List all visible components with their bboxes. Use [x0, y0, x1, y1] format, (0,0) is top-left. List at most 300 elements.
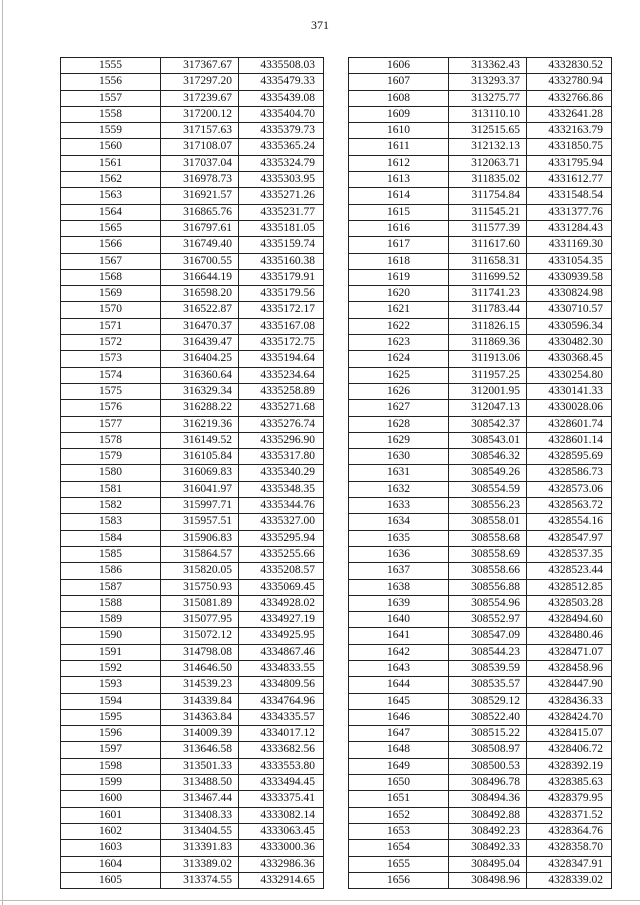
point-number-cell: 1639	[349, 595, 449, 611]
y-coordinate-cell: 4335181.05	[239, 220, 324, 236]
y-coordinate-cell: 4333082.14	[239, 807, 324, 823]
x-coordinate-cell: 308543.01	[449, 432, 527, 448]
table-row	[349, 58, 612, 74]
table-row	[61, 269, 324, 285]
table-row	[61, 172, 324, 188]
x-coordinate-cell: 313389.02	[161, 856, 239, 872]
y-coordinate-cell: 4335160.38	[239, 253, 324, 269]
table-row	[61, 302, 324, 318]
x-coordinate-cell: 315997.71	[161, 498, 239, 514]
y-coordinate-cell: 4331795.94	[527, 155, 612, 171]
x-coordinate-cell: 314339.84	[161, 693, 239, 709]
x-coordinate-cell: 308554.96	[449, 595, 527, 611]
table-row	[349, 840, 612, 856]
x-coordinate-cell: 317037.04	[161, 155, 239, 171]
x-coordinate-cell: 308556.23	[449, 498, 527, 514]
x-coordinate-cell: 308495.04	[449, 856, 527, 872]
page-edge-left	[2, 0, 3, 905]
y-coordinate-cell: 4334928.02	[239, 595, 324, 611]
x-coordinate-cell: 315072.12	[161, 628, 239, 644]
table-row	[61, 481, 324, 497]
point-number-cell: 1617	[349, 237, 449, 253]
table-row	[61, 335, 324, 351]
y-coordinate-cell: 4330482.30	[527, 335, 612, 351]
table-row	[61, 823, 324, 839]
table-row	[61, 204, 324, 220]
x-coordinate-cell: 308544.23	[449, 644, 527, 660]
point-number-cell: 1598	[61, 758, 161, 774]
x-coordinate-cell: 314798.08	[161, 644, 239, 660]
x-coordinate-cell: 314363.84	[161, 709, 239, 725]
point-number-cell: 1623	[349, 335, 449, 351]
x-coordinate-cell: 308554.59	[449, 481, 527, 497]
y-coordinate-cell: 4334809.56	[239, 677, 324, 693]
y-coordinate-cell: 4334925.95	[239, 628, 324, 644]
table-row	[349, 253, 612, 269]
y-coordinate-cell: 4335172.17	[239, 302, 324, 318]
y-coordinate-cell: 4328364.76	[527, 823, 612, 839]
y-coordinate-cell: 4335404.70	[239, 106, 324, 122]
table-row	[349, 204, 612, 220]
y-coordinate-cell: 4328601.74	[527, 416, 612, 432]
x-coordinate-cell: 316288.22	[161, 400, 239, 416]
table-row	[349, 595, 612, 611]
table-row	[349, 318, 612, 334]
y-coordinate-cell: 4330710.57	[527, 302, 612, 318]
x-coordinate-cell: 315820.05	[161, 563, 239, 579]
point-number-cell: 1621	[349, 302, 449, 318]
table-row	[61, 123, 324, 139]
y-coordinate-cell: 4334335.57	[239, 709, 324, 725]
y-coordinate-cell: 4334017.12	[239, 726, 324, 742]
table-row	[61, 872, 324, 888]
y-coordinate-cell: 4328503.28	[527, 595, 612, 611]
point-number-cell: 1573	[61, 351, 161, 367]
y-coordinate-cell: 4335159.74	[239, 237, 324, 253]
x-coordinate-cell: 313362.43	[449, 58, 527, 74]
y-coordinate-cell: 4332780.94	[527, 74, 612, 90]
table-row	[61, 432, 324, 448]
table-row	[349, 856, 612, 872]
table-row	[61, 90, 324, 106]
table-row	[61, 840, 324, 856]
point-number-cell: 1629	[349, 432, 449, 448]
x-coordinate-cell: 311545.21	[449, 204, 527, 220]
point-number-cell: 1640	[349, 612, 449, 628]
point-number-cell: 1653	[349, 823, 449, 839]
table-row	[61, 74, 324, 90]
table-row	[61, 400, 324, 416]
point-number-cell: 1625	[349, 367, 449, 383]
x-coordinate-cell: 308556.88	[449, 579, 527, 595]
x-coordinate-cell: 311617.60	[449, 237, 527, 253]
table-row	[349, 677, 612, 693]
table-row	[349, 90, 612, 106]
x-coordinate-cell: 313404.55	[161, 823, 239, 839]
x-coordinate-cell: 316105.84	[161, 449, 239, 465]
point-number-cell: 1586	[61, 563, 161, 579]
point-number-cell: 1654	[349, 840, 449, 856]
table-row	[349, 172, 612, 188]
y-coordinate-cell: 4334764.96	[239, 693, 324, 709]
x-coordinate-cell: 313293.37	[449, 74, 527, 90]
point-number-cell: 1593	[61, 677, 161, 693]
table-row	[349, 628, 612, 644]
y-coordinate-cell: 4335271.26	[239, 188, 324, 204]
point-number-cell: 1610	[349, 123, 449, 139]
x-coordinate-cell: 308546.32	[449, 449, 527, 465]
point-number-cell: 1644	[349, 677, 449, 693]
y-coordinate-cell: 4331169.30	[527, 237, 612, 253]
y-coordinate-cell: 4328379.95	[527, 791, 612, 807]
table-row	[61, 106, 324, 122]
y-coordinate-cell: 4333553.80	[239, 758, 324, 774]
table-row	[349, 726, 612, 742]
point-number-cell: 1601	[61, 807, 161, 823]
x-coordinate-cell: 316749.40	[161, 237, 239, 253]
y-coordinate-cell: 4335344.76	[239, 498, 324, 514]
point-number-cell: 1614	[349, 188, 449, 204]
point-number-cell: 1587	[61, 579, 161, 595]
table-row	[349, 742, 612, 758]
table-row	[61, 514, 324, 530]
point-number-cell: 1572	[61, 335, 161, 351]
x-coordinate-cell: 317297.20	[161, 74, 239, 90]
x-coordinate-cell: 308547.09	[449, 628, 527, 644]
table-row	[61, 742, 324, 758]
x-coordinate-cell: 313488.50	[161, 775, 239, 791]
table-row	[349, 481, 612, 497]
table-row	[61, 709, 324, 725]
table-row	[61, 660, 324, 676]
x-coordinate-cell: 313501.33	[161, 758, 239, 774]
table-row	[349, 498, 612, 514]
table-row	[349, 693, 612, 709]
x-coordinate-cell: 312063.71	[449, 155, 527, 171]
x-coordinate-cell: 308515.22	[449, 726, 527, 742]
y-coordinate-cell: 4335296.90	[239, 432, 324, 448]
point-number-cell: 1564	[61, 204, 161, 220]
x-coordinate-cell: 308529.12	[449, 693, 527, 709]
table-row	[349, 644, 612, 660]
y-coordinate-cell: 4330939.58	[527, 269, 612, 285]
x-coordinate-cell: 311869.36	[449, 335, 527, 351]
point-number-cell: 1619	[349, 269, 449, 285]
y-coordinate-cell: 4328512.85	[527, 579, 612, 595]
point-number-cell: 1556	[61, 74, 161, 90]
table-row	[349, 400, 612, 416]
point-number-cell: 1566	[61, 237, 161, 253]
x-coordinate-cell: 311754.84	[449, 188, 527, 204]
table-row	[61, 237, 324, 253]
table-row	[61, 58, 324, 74]
x-coordinate-cell: 316978.73	[161, 172, 239, 188]
table-row	[349, 530, 612, 546]
table-row	[61, 775, 324, 791]
x-coordinate-cell: 308494.36	[449, 791, 527, 807]
point-number-cell: 1616	[349, 220, 449, 236]
table-row	[61, 449, 324, 465]
coordinates-table-left	[60, 57, 324, 889]
y-coordinate-cell: 4335069.45	[239, 579, 324, 595]
table-row	[61, 791, 324, 807]
y-coordinate-cell: 4335234.64	[239, 367, 324, 383]
point-number-cell: 1595	[61, 709, 161, 725]
x-coordinate-cell: 315081.89	[161, 595, 239, 611]
y-coordinate-cell: 4331850.75	[527, 139, 612, 155]
x-coordinate-cell: 316598.20	[161, 286, 239, 302]
point-number-cell: 1613	[349, 172, 449, 188]
point-number-cell: 1633	[349, 498, 449, 514]
table-row	[61, 351, 324, 367]
point-number-cell: 1648	[349, 742, 449, 758]
point-number-cell: 1590	[61, 628, 161, 644]
x-coordinate-cell: 316219.36	[161, 416, 239, 432]
point-number-cell: 1612	[349, 155, 449, 171]
y-coordinate-cell: 4330368.45	[527, 351, 612, 367]
table-row	[61, 155, 324, 171]
point-number-cell: 1575	[61, 383, 161, 399]
x-coordinate-cell: 308522.40	[449, 709, 527, 725]
y-coordinate-cell: 4333494.45	[239, 775, 324, 791]
point-number-cell: 1599	[61, 775, 161, 791]
table-row	[349, 465, 612, 481]
x-coordinate-cell: 313408.33	[161, 807, 239, 823]
point-number-cell: 1624	[349, 351, 449, 367]
table-row	[349, 106, 612, 122]
page-edge-bottom	[0, 900, 640, 901]
table-row	[349, 220, 612, 236]
x-coordinate-cell: 316470.37	[161, 318, 239, 334]
table-row	[349, 269, 612, 285]
point-number-cell: 1632	[349, 481, 449, 497]
y-coordinate-cell: 4328480.46	[527, 628, 612, 644]
table-row	[349, 563, 612, 579]
point-number-cell: 1611	[349, 139, 449, 155]
point-number-cell: 1620	[349, 286, 449, 302]
x-coordinate-cell: 311577.39	[449, 220, 527, 236]
point-number-cell: 1569	[61, 286, 161, 302]
y-coordinate-cell: 4335479.33	[239, 74, 324, 90]
y-coordinate-cell: 4330254.80	[527, 367, 612, 383]
point-number-cell: 1579	[61, 449, 161, 465]
x-coordinate-cell: 316329.34	[161, 383, 239, 399]
point-number-cell: 1585	[61, 546, 161, 562]
y-coordinate-cell: 4328547.97	[527, 530, 612, 546]
point-number-cell: 1570	[61, 302, 161, 318]
x-coordinate-cell: 313467.44	[161, 791, 239, 807]
table-row	[61, 286, 324, 302]
table-row	[349, 872, 612, 888]
y-coordinate-cell: 4334867.46	[239, 644, 324, 660]
x-coordinate-cell: 308535.57	[449, 677, 527, 693]
table-row	[61, 367, 324, 383]
coordinates-table-right	[348, 57, 612, 889]
table-row	[349, 123, 612, 139]
x-coordinate-cell: 308558.69	[449, 546, 527, 562]
x-coordinate-cell: 308542.37	[449, 416, 527, 432]
point-number-cell: 1646	[349, 709, 449, 725]
point-number-cell: 1597	[61, 742, 161, 758]
point-number-cell: 1581	[61, 481, 161, 497]
table-row	[349, 302, 612, 318]
table-row	[61, 693, 324, 709]
point-number-cell: 1559	[61, 123, 161, 139]
point-number-cell: 1641	[349, 628, 449, 644]
y-coordinate-cell: 4328339.02	[527, 872, 612, 888]
y-coordinate-cell: 4334833.55	[239, 660, 324, 676]
x-coordinate-cell: 316069.83	[161, 465, 239, 481]
point-number-cell: 1561	[61, 155, 161, 171]
x-coordinate-cell: 308558.66	[449, 563, 527, 579]
point-number-cell: 1592	[61, 660, 161, 676]
table-row	[349, 416, 612, 432]
y-coordinate-cell: 4335167.08	[239, 318, 324, 334]
table-row	[61, 726, 324, 742]
table-row	[349, 351, 612, 367]
table-row	[61, 677, 324, 693]
y-coordinate-cell: 4328523.44	[527, 563, 612, 579]
table-row	[61, 530, 324, 546]
y-coordinate-cell: 4328406.72	[527, 742, 612, 758]
table-row	[61, 595, 324, 611]
point-number-cell: 1558	[61, 106, 161, 122]
point-number-cell: 1567	[61, 253, 161, 269]
x-coordinate-cell: 315077.95	[161, 612, 239, 628]
table-row	[61, 644, 324, 660]
y-coordinate-cell: 4335258.89	[239, 383, 324, 399]
y-coordinate-cell: 4333375.41	[239, 791, 324, 807]
x-coordinate-cell: 317367.67	[161, 58, 239, 74]
point-number-cell: 1555	[61, 58, 161, 74]
y-coordinate-cell: 4334927.19	[239, 612, 324, 628]
point-number-cell: 1565	[61, 220, 161, 236]
table-row	[349, 188, 612, 204]
x-coordinate-cell: 314646.50	[161, 660, 239, 676]
x-coordinate-cell: 315957.51	[161, 514, 239, 530]
y-coordinate-cell: 4335365.24	[239, 139, 324, 155]
table-row	[349, 286, 612, 302]
x-coordinate-cell: 311835.02	[449, 172, 527, 188]
table-row	[349, 758, 612, 774]
table-row	[61, 318, 324, 334]
x-coordinate-cell: 308539.59	[449, 660, 527, 676]
y-coordinate-cell: 4328494.60	[527, 612, 612, 628]
table-row	[349, 546, 612, 562]
x-coordinate-cell: 313391.83	[161, 840, 239, 856]
y-coordinate-cell: 4333000.36	[239, 840, 324, 856]
table-row	[61, 498, 324, 514]
y-coordinate-cell: 4328424.70	[527, 709, 612, 725]
point-number-cell: 1626	[349, 383, 449, 399]
y-coordinate-cell: 4335231.77	[239, 204, 324, 220]
point-number-cell: 1560	[61, 139, 161, 155]
x-coordinate-cell: 316797.61	[161, 220, 239, 236]
x-coordinate-cell: 312047.13	[449, 400, 527, 416]
y-coordinate-cell: 4332641.28	[527, 106, 612, 122]
point-number-cell: 1631	[349, 465, 449, 481]
table-row	[61, 546, 324, 562]
y-coordinate-cell: 4328601.14	[527, 432, 612, 448]
y-coordinate-cell: 4335439.08	[239, 90, 324, 106]
x-coordinate-cell: 315750.93	[161, 579, 239, 595]
point-number-cell: 1628	[349, 416, 449, 432]
point-number-cell: 1609	[349, 106, 449, 122]
point-number-cell: 1584	[61, 530, 161, 546]
x-coordinate-cell: 312001.95	[449, 383, 527, 399]
point-number-cell: 1600	[61, 791, 161, 807]
x-coordinate-cell: 308558.01	[449, 514, 527, 530]
table-row	[349, 612, 612, 628]
point-number-cell: 1635	[349, 530, 449, 546]
x-coordinate-cell: 311957.25	[449, 367, 527, 383]
point-number-cell: 1557	[61, 90, 161, 106]
point-number-cell: 1563	[61, 188, 161, 204]
table-row	[61, 465, 324, 481]
point-number-cell: 1602	[61, 823, 161, 839]
point-number-cell: 1578	[61, 432, 161, 448]
x-coordinate-cell: 313374.55	[161, 872, 239, 888]
x-coordinate-cell: 308492.33	[449, 840, 527, 856]
y-coordinate-cell: 4328415.07	[527, 726, 612, 742]
y-coordinate-cell: 4335327.00	[239, 514, 324, 530]
point-number-cell: 1607	[349, 74, 449, 90]
x-coordinate-cell: 316522.87	[161, 302, 239, 318]
table-row	[61, 188, 324, 204]
y-coordinate-cell: 4333063.45	[239, 823, 324, 839]
point-number-cell: 1580	[61, 465, 161, 481]
point-number-cell: 1655	[349, 856, 449, 872]
table-row	[349, 74, 612, 90]
table-row	[61, 758, 324, 774]
y-coordinate-cell: 4328347.91	[527, 856, 612, 872]
y-coordinate-cell: 4330141.33	[527, 383, 612, 399]
table-row	[61, 253, 324, 269]
point-number-cell: 1574	[61, 367, 161, 383]
point-number-cell: 1582	[61, 498, 161, 514]
x-coordinate-cell: 308500.53	[449, 758, 527, 774]
y-coordinate-cell: 4328537.35	[527, 546, 612, 562]
point-number-cell: 1618	[349, 253, 449, 269]
point-number-cell: 1562	[61, 172, 161, 188]
table-row	[349, 514, 612, 530]
x-coordinate-cell: 312515.65	[449, 123, 527, 139]
y-coordinate-cell: 4330028.06	[527, 400, 612, 416]
x-coordinate-cell: 316700.55	[161, 253, 239, 269]
point-number-cell: 1642	[349, 644, 449, 660]
table-row	[61, 612, 324, 628]
table-row	[349, 660, 612, 676]
y-coordinate-cell: 4330596.34	[527, 318, 612, 334]
x-coordinate-cell: 313646.58	[161, 742, 239, 758]
point-number-cell: 1651	[349, 791, 449, 807]
y-coordinate-cell: 4331054.35	[527, 253, 612, 269]
y-coordinate-cell: 4330824.98	[527, 286, 612, 302]
point-number-cell: 1589	[61, 612, 161, 628]
x-coordinate-cell: 313110.10	[449, 106, 527, 122]
x-coordinate-cell: 317239.67	[161, 90, 239, 106]
x-coordinate-cell: 311783.44	[449, 302, 527, 318]
point-number-cell: 1571	[61, 318, 161, 334]
y-coordinate-cell: 4331377.76	[527, 204, 612, 220]
table-row	[61, 563, 324, 579]
y-coordinate-cell: 4335348.35	[239, 481, 324, 497]
point-number-cell: 1630	[349, 449, 449, 465]
x-coordinate-cell: 317200.12	[161, 106, 239, 122]
x-coordinate-cell: 308496.78	[449, 775, 527, 791]
point-number-cell: 1652	[349, 807, 449, 823]
y-coordinate-cell: 4328358.70	[527, 840, 612, 856]
